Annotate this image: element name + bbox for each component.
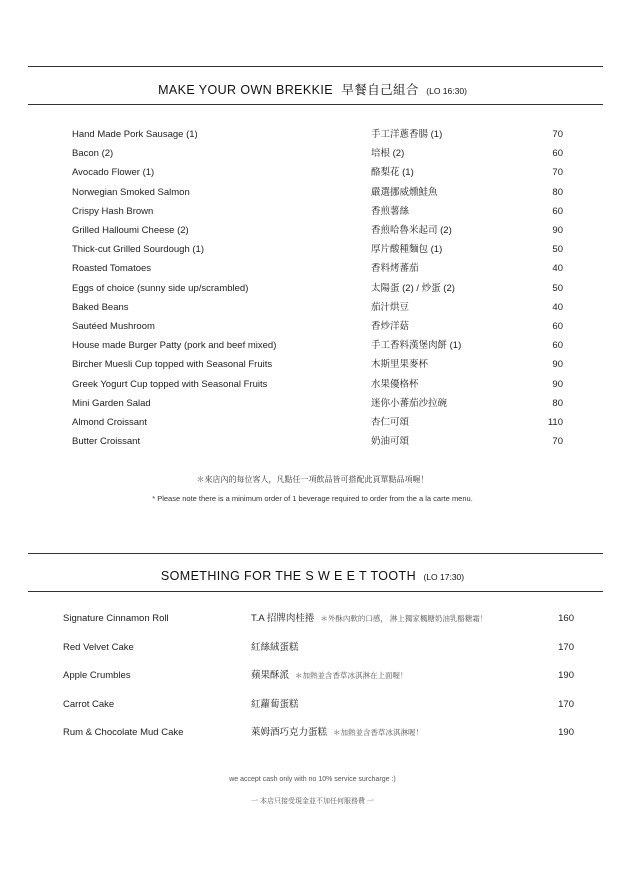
item-price: 50 [552, 282, 563, 294]
item-name-zh: 嚴選挪威燻鮭魚 [371, 186, 438, 198]
item-price: 60 [552, 321, 563, 332]
beverage-note-en: * Please note there is a minimum order of 1 beverage required to order from the a la carte menu. [152, 494, 473, 503]
menu-item-row [0, 339, 625, 353]
menu-item-row [0, 435, 625, 449]
menu-item-row [0, 205, 625, 219]
brekkie-title-zh: 早餐自己組合 [341, 83, 419, 97]
dessert-price: 190 [558, 727, 574, 739]
item-name-en: Eggs of choice (sunny side up/scrambled) [72, 282, 249, 294]
menu-item-row [0, 320, 625, 334]
item-name-zh: 手工洋蔥香腸 (1) [371, 129, 443, 140]
item-name-en: Crispy Hash Brown [72, 205, 154, 217]
dessert-price: 190 [558, 670, 574, 682]
item-price: 40 [552, 263, 563, 275]
item-name-en: Hand Made Pork Sausage (1) [72, 129, 198, 140]
brekkie-last-order: (LO 16:30) [426, 86, 467, 96]
dessert-name-zh-wrap [251, 698, 299, 712]
dessert-name-en: Carrot Cake [63, 698, 115, 710]
item-price: 70 [552, 129, 563, 140]
menu-item-row [0, 128, 625, 142]
item-price: 90 [552, 359, 563, 371]
item-name-en: Bircher Muesli Cup topped with Seasonal Fruits [72, 359, 273, 371]
dessert-note: ＊加熱並含香草冰淇淋喔！ [333, 728, 424, 738]
brekkie-title-en: MAKE YOUR OWN BREKKIE [158, 83, 333, 97]
item-name-zh: 香炒洋菇 [371, 321, 410, 332]
dessert-name-en: Signature Cinnamon Roll [63, 613, 169, 624]
menu-item-row [0, 416, 625, 430]
dessert-name-zh-wrap [251, 612, 487, 626]
menu-item-row [0, 301, 625, 315]
menu-item-row [0, 166, 625, 180]
item-name-zh: 香煎薯絲 [371, 205, 410, 217]
item-price: 90 [552, 225, 563, 236]
brekkie-section-title [0, 80, 625, 99]
item-price: 50 [552, 244, 563, 256]
item-name-zh: 水果優格杯 [371, 378, 419, 390]
dessert-name-zh: T.A 招牌肉桂捲 [251, 613, 315, 624]
item-name-en: Bacon (2) [72, 148, 114, 160]
dessert-name-en: Apple Crumbles [63, 670, 131, 682]
dessert-price: 170 [558, 698, 574, 710]
item-name-en: Mini Garden Salad [72, 397, 151, 409]
item-name-zh: 杏仁可頌 [371, 417, 410, 428]
item-price: 60 [552, 148, 563, 160]
menu-item-row [0, 397, 625, 411]
item-name-en: Norwegian Smoked Salmon [72, 186, 190, 198]
item-price: 70 [552, 167, 563, 179]
brekkie-title-rule [28, 104, 603, 105]
item-name-zh: 香料烤蕃茄 [371, 263, 419, 275]
sweet-top-rule [28, 553, 603, 554]
item-name-en: Thick-cut Grilled Sourdough (1) [72, 244, 204, 256]
item-price: 80 [552, 186, 563, 198]
menu-item-row [0, 147, 625, 161]
sweet-section-title [0, 567, 625, 585]
item-name-en: Greek Yogurt Cup topped with Seasonal Fruits [72, 378, 268, 390]
dessert-price: 170 [558, 641, 574, 653]
menu-item-row [0, 224, 625, 238]
dessert-name-zh: 紅蘿蔔蛋糕 [251, 698, 299, 710]
item-name-zh: 厚片酸種麵包 (1) [371, 244, 443, 256]
dessert-name-zh: 萊姆酒巧克力蛋糕 [251, 727, 328, 739]
item-name-zh: 茄汁烘豆 [371, 301, 410, 313]
item-price: 110 [547, 417, 563, 428]
beverage-note-zh: ＊來店內的每位客人，凡點任一項飲品皆可搭配此頁單點品項喔！ [196, 475, 429, 484]
item-name-zh: 迷你小蕃茄沙拉碗 [371, 397, 448, 409]
dessert-item-row [0, 612, 625, 626]
dessert-price: 160 [558, 613, 574, 624]
item-name-zh: 太陽蛋 (2) / 炒蛋 (2) [371, 282, 455, 294]
item-name-zh: 培根 (2) [371, 148, 405, 160]
item-name-zh: 手工香料漢堡肉餅 (1) [371, 340, 462, 352]
payment-note-zh: 一 本店只接受現金並不加任何服務費 一 [251, 798, 374, 805]
menu-item-row [0, 243, 625, 257]
item-price: 40 [552, 301, 563, 313]
item-price: 60 [552, 205, 563, 217]
menu-item-row [0, 378, 625, 392]
dessert-name-zh-wrap [251, 641, 299, 655]
item-name-zh: 奶油可頌 [371, 436, 410, 448]
dessert-name-zh-wrap [251, 726, 423, 740]
dessert-note: ＊加熱並含香草冰淇淋在上面喔！ [295, 671, 408, 681]
dessert-name-zh: 紅絲絨蛋糕 [251, 641, 299, 653]
dessert-item-row [0, 669, 625, 683]
dessert-item-row [0, 641, 625, 655]
item-name-en: Avocado Flower (1) [72, 167, 155, 179]
dessert-name-zh-wrap [251, 669, 408, 683]
payment-note-en: we accept cash only with no 10% service surcharge :) [229, 776, 396, 783]
dessert-name-en: Red Velvet Cake [63, 641, 134, 653]
menu-item-row [0, 282, 625, 296]
item-name-en: Baked Beans [72, 301, 129, 313]
item-name-en: Grilled Halloumi Cheese (2) [72, 225, 189, 236]
menu-item-row [0, 186, 625, 200]
sweet-title-rule [28, 591, 603, 592]
menu-item-row [0, 262, 625, 276]
item-name-en: Almond Croissant [72, 417, 147, 428]
item-price: 70 [552, 436, 563, 448]
dessert-note: ＊外酥內軟的口感， 淋上獨家楓糖奶油乳酪糖霜！ [320, 614, 488, 623]
item-name-zh: 木斯里果麥杯 [371, 359, 429, 371]
dessert-name-zh: 蘋果酥派 [251, 670, 290, 682]
item-name-zh: 香煎哈魯米起司 (2) [371, 225, 452, 236]
item-name-en: Roasted Tomatoes [72, 263, 152, 275]
item-price: 90 [552, 378, 563, 390]
top-rule [28, 66, 603, 67]
sweet-title-en: SOMETHING FOR THE S W E E T TOOTH [160, 569, 417, 583]
item-price: 80 [552, 397, 563, 409]
sweet-last-order: (LO 17:30) [423, 572, 465, 582]
item-name-zh: 酪梨花 (1) [371, 167, 414, 179]
menu-item-row [0, 358, 625, 372]
dessert-item-row [0, 698, 625, 712]
item-price: 60 [552, 340, 563, 352]
dessert-name-en: Rum & Chocolate Mud Cake [63, 727, 184, 739]
dessert-item-row [0, 726, 625, 740]
item-name-en: Butter Croissant [72, 436, 141, 448]
item-name-en: Sautéed Mushroom [72, 321, 155, 332]
item-name-en: House made Burger Patty (pork and beef mixed) [72, 340, 277, 352]
